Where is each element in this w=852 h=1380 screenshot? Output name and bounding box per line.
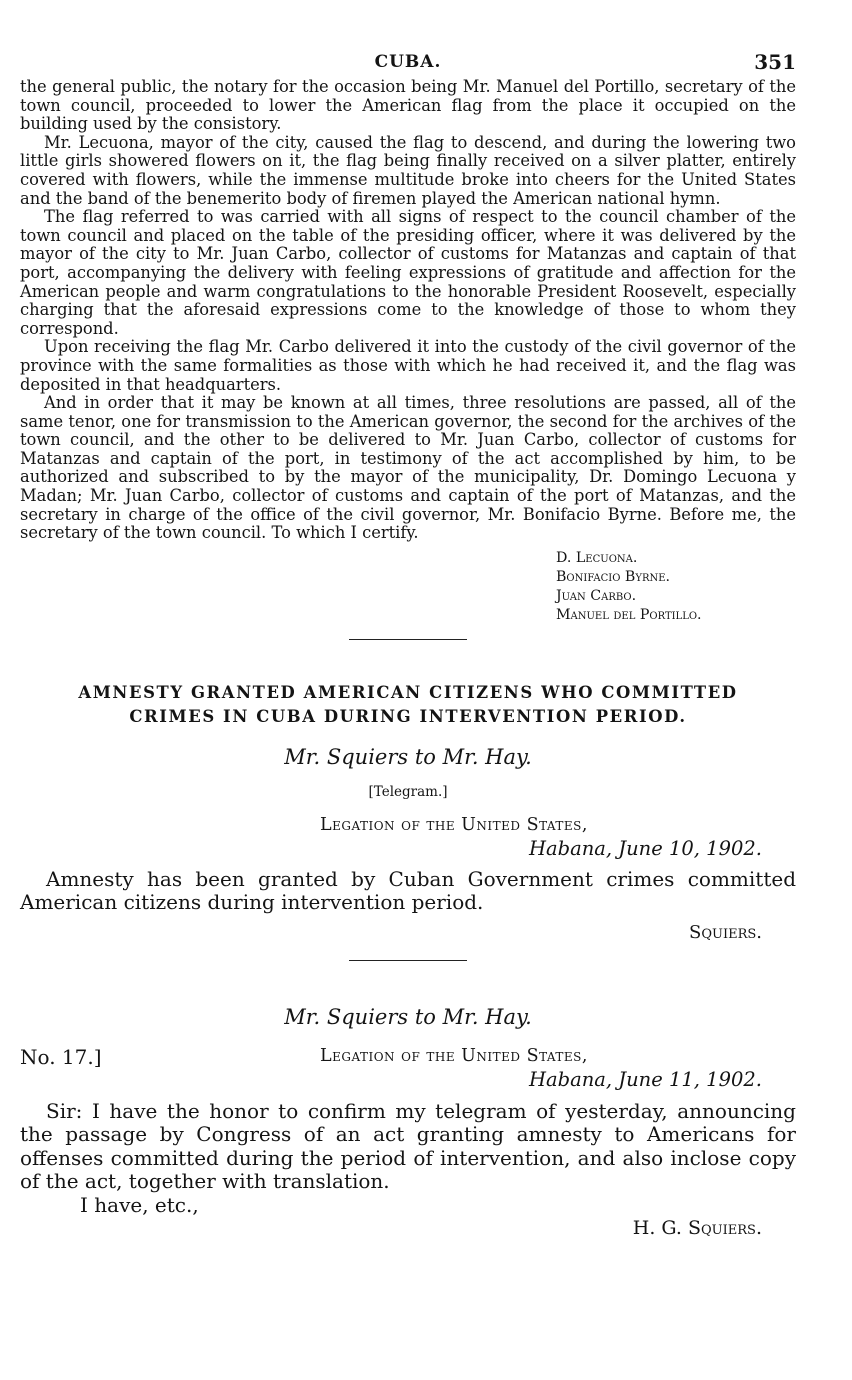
paragraph: Upon receiving the flag Mr. Carbo delivered it into the custody of the civil governor of the province with the same formalities as those with which he had received it, and the flag was deposited in that headquarters. (20, 337, 796, 394)
telegram-note: [Telegram.] (368, 783, 448, 800)
dateline: Habana, June 10, 1902. (528, 836, 762, 860)
dateline: Habana, June 11, 1902. (528, 1067, 762, 1091)
legation-line: Legation of the United States, (320, 1045, 588, 1066)
paragraph: Mr. Lecuona, mayor of the city, caused the flag to descend, and during the lowering two little girls showered flowers on it, the flag being finally received on a silver platter, entirely covered with flowers, while the immense multitude broke into cheers for the United States and the band of the benemerito body of firemen played the American national hymn. (20, 132, 796, 208)
running-head (20, 50, 796, 78)
section-heading (20, 681, 796, 729)
heading-line: CRIMES IN CUBA DURING INTERVENTION PERIOD. (129, 706, 687, 726)
running-head-title: CUBA. (374, 52, 442, 72)
signature-line: Manuel del Portillo. (556, 606, 702, 623)
despatch-body: Sir: I have the honor to confirm my telegram of yesterday, announcing the passage by Congress of an act granting amnesty to Americans for offenses committed during the period of intervention, and also inclose copy of the act, together with translation. (20, 1098, 796, 1194)
paragraph: the general public, the notary for the occasion being Mr. Manuel del Portillo, secretary of the town council, proceeded to lower the American flag from the place it occupied on the building used by the consistory. (20, 77, 796, 134)
signature-line: Bonifacio Byrne. (556, 568, 671, 585)
page-number: 351 (754, 50, 796, 74)
heading-line: AMNESTY GRANTED AMERICAN CITIZENS WHO COMMITTED (78, 682, 738, 702)
signature-line: D. Lecuona. (556, 549, 638, 566)
section-divider (349, 639, 467, 640)
correspondents: Mr. Squiers to Mr. Hay. (284, 1004, 532, 1029)
signature-block (556, 549, 796, 625)
signer-initials: H. G. (632, 1216, 688, 1239)
signer-name: Squiers. (688, 1216, 762, 1239)
paragraph: The flag referred to was carried with all signs of respect to the council chamber of the town council and placed on the table of the presiding officer, where it was delivered by the mayor of the city to Mr. Juan Carbo, collector of customs for Matanzas and captain of that port, accompanying the delivery with feeling expressions of gratitude and affection for the American people and warm congratulations to the honorable President Roosevelt, especially charging that the aforesaid expressions come to the knowledge of those to whom they correspond. (20, 207, 796, 338)
paragraph: And in order that it may be known at all times, three resolutions are passed, all of the same tenor, one for transmission to the American governor, the second for the archives of the town council, and the other to be delivered to Mr. Juan Carbo, collector of customs for Matanzas and captain of the port, in testimony of the act accomplished by him, to be authorized and subscribed to by the mayor of the municipality, Dr. Domingo Lecuona y Madan; Mr. Juan Carbo, collector of customs and captain of the port of Matanzas, and the secretary in charge of the office of the civil governor, Mr. Bonifacio Byrne. Before me, the secretary of the town council. To which I certify. (20, 393, 796, 543)
correspondents: Mr. Squiers to Mr. Hay. (284, 744, 532, 769)
telegram-body: Amnesty has been granted by Cuban Government crimes committed American citizens during intervention period. (20, 866, 796, 915)
despatch-number: No. 17.] (20, 1044, 102, 1069)
legation-line: Legation of the United States, (320, 814, 588, 835)
despatch-header (20, 1045, 796, 1068)
signature-line: Juan Carbo. (556, 587, 637, 604)
signer (20, 1217, 796, 1239)
closing: I have, etc., (80, 1192, 199, 1217)
section-divider (349, 960, 467, 961)
certificate-text (20, 78, 796, 543)
signer: Squiers. (689, 921, 762, 943)
